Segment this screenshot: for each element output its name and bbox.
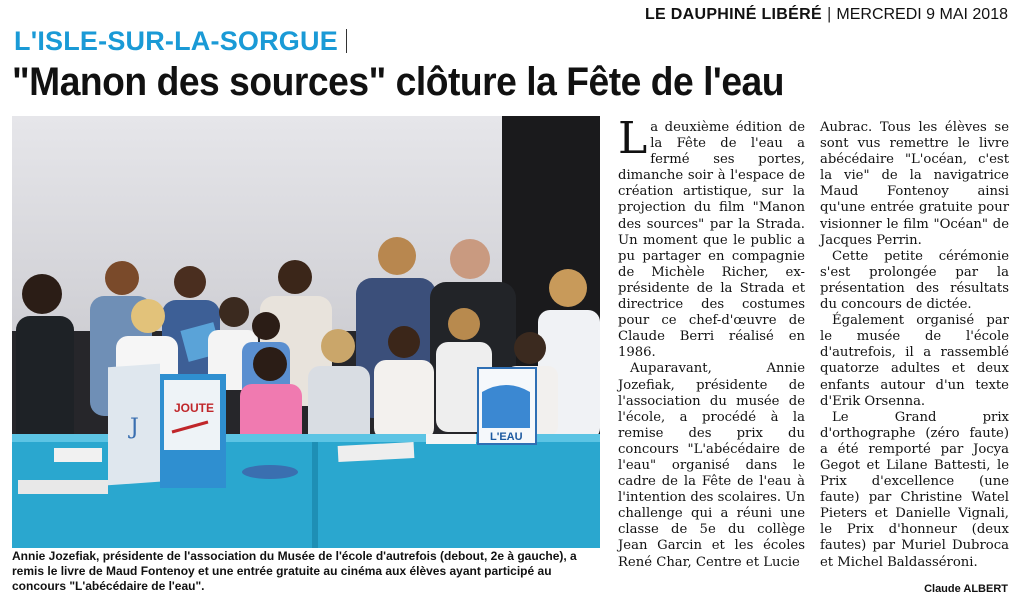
article-paragraph-2: Auparavant, Annie Jozefiak, présidente de l'association du musée de l'école, a procédé à la remise des prix du concours "L'abécédaire de l'eau" organisé dans le cadre de la Fête de l'eau à l'intention des scolaires. Un challenge qui a réuni une classe de 5e du collège Jean Garcin et les écoles René Char, Centre et Lucie (618, 361, 805, 570)
publication-date: MERCREDI 9 MAI 2018 (836, 6, 1008, 23)
article-paragraph-3: Cette petite cérémonie s'est prolongée par la présentation des résultats du concours de dictée. (820, 248, 1009, 313)
article-column-1 (618, 113, 805, 571)
book-letter: J (130, 415, 139, 440)
book-title: JOUTE (174, 401, 215, 415)
paragraph-1-text: a deuxième édition de la Fête de l'eau a fermé ses portes, dimanche soir à l'espace de création artistique, sur la projection du film "Manon des sources" par la Strada. Un moment que le public a pu partager en compagnie de Michèle Richer, ex-présidente de la Strada et directrice des costumes pour ce chef-d'œuvre de Claude Berri réalisé en 1986. (618, 120, 805, 361)
poster-label: L'EAU (490, 431, 523, 443)
drop-cap: L (618, 113, 648, 164)
rubric-label: L'ISLE-SUR-LA-SORGUE (14, 26, 338, 56)
article-column-2 (820, 120, 1009, 571)
article-paragraph-4: Également organisé par le musée de l'école d'autrefois, il a rassemblé quatorze adultes et deux enfants autour d'un texte d'Erik Orsenna. (820, 313, 1009, 409)
article-photo (12, 116, 600, 548)
photo-caption: Annie Jozefiak, présidente de l'association du Musée de l'école d'autrefois (debout, 2e à gauche), a remis le livre de Maud Fontenoy et une entrée gratuite au cinéma aux élèves ayant participé au concours "L'abécédaire de l'eau". (12, 549, 577, 593)
headline: "Manon des sources" clôture la Fête de l'eau (12, 60, 785, 104)
section-rubric (14, 26, 347, 57)
masthead (645, 4, 1008, 24)
poster-board (478, 368, 536, 444)
masthead-separator: | (826, 4, 832, 23)
article-paragraph-2-continued: Aubrac. Tous les élèves se sont vus remettre le livre abécédaire "L'océan, c'est la vie" de la navigatrice Maud Fontenoy ainsi qu'une entrée gratuite pour visionner le film "Océan" de Jacques Perrin. (820, 120, 1009, 248)
author-credit: Claude ALBERT (924, 583, 1008, 595)
plate-on-table (242, 465, 298, 479)
photo-illustration (12, 116, 600, 548)
article-paragraph-5: Le Grand prix d'orthographe (zéro faute) a été remporté par Jocya Gegot et Lilane Battesti, le Prix d'excellence (une faute) par Christine Watel Pieters et Danielle Vignali, le Prix d'honneur (deux fautes) par Muriel Dubroca et Michel Baldasséroni. (820, 409, 1009, 570)
article-paragraph-1 (618, 113, 805, 361)
open-book (108, 364, 226, 488)
rubric-divider (346, 29, 347, 53)
newspaper-name: LE DAUPHINÉ LIBÉRÉ (644, 6, 822, 23)
